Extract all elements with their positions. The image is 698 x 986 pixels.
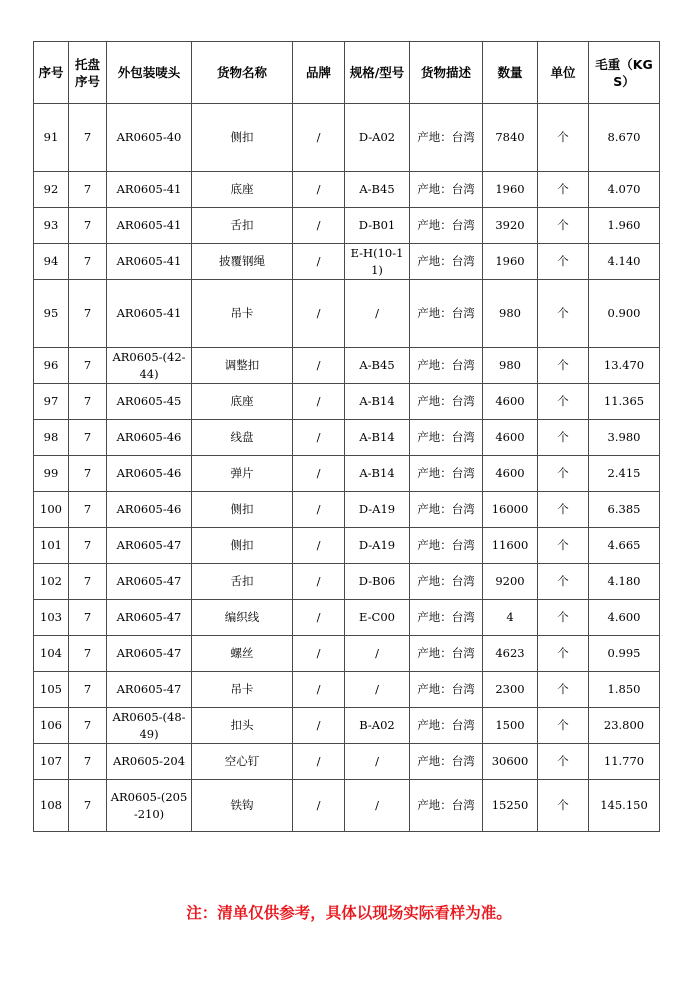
cell-unit: 个 [538,492,589,528]
cell-goods-name: 线盘 [192,420,293,456]
table-row [34,244,660,280]
cell-pallet-no: 7 [69,172,107,208]
table-row [34,172,660,208]
cell-goods-name: 空心钉 [192,744,293,780]
cell-index: 104 [34,636,69,672]
cell-goods-desc: 产地：台湾 [410,456,483,492]
cell-gross-weight: 145.150 [589,780,660,832]
cell-goods-desc: 产地：台湾 [410,564,483,600]
cell-brand: / [293,208,345,244]
cell-goods-name: 舌扣 [192,208,293,244]
cell-brand: / [293,600,345,636]
cell-quantity: 4600 [483,384,538,420]
cell-gross-weight: 8.670 [589,104,660,172]
cell-gross-weight: 4.140 [589,244,660,280]
cell-goods-desc: 产地：台湾 [410,744,483,780]
cell-quantity: 4 [483,600,538,636]
cell-index: 108 [34,780,69,832]
table-row [34,564,660,600]
cell-index: 94 [34,244,69,280]
cell-unit: 个 [538,600,589,636]
cell-brand: / [293,348,345,384]
cell-index: 91 [34,104,69,172]
cell-unit: 个 [538,280,589,348]
cell-index: 96 [34,348,69,384]
cell-goods-name: 侧扣 [192,492,293,528]
cell-index: 100 [34,492,69,528]
cell-gross-weight: 4.070 [589,172,660,208]
cell-goods-name: 吊卡 [192,672,293,708]
cell-spec-model: D-A02 [345,104,410,172]
cell-unit: 个 [538,456,589,492]
cell-shipping-mark: AR0605-46 [107,456,192,492]
cell-goods-name: 侧扣 [192,104,293,172]
cell-pallet-no: 7 [69,104,107,172]
cell-spec-model: / [345,744,410,780]
cell-spec-model: A-B14 [345,420,410,456]
cell-spec-model: / [345,636,410,672]
cell-index: 101 [34,528,69,564]
header-pallet-no: 托盘序号 [69,42,107,104]
cell-goods-name: 弹片 [192,456,293,492]
table-row [34,280,660,348]
cell-gross-weight: 11.365 [589,384,660,420]
cell-goods-desc: 产地：台湾 [410,636,483,672]
cell-pallet-no: 7 [69,492,107,528]
cell-spec-model: A-B45 [345,348,410,384]
cell-unit: 个 [538,420,589,456]
table-row [34,636,660,672]
cell-unit: 个 [538,384,589,420]
cell-gross-weight: 13.470 [589,348,660,384]
cell-brand: / [293,492,345,528]
cell-gross-weight: 0.995 [589,636,660,672]
cell-brand: / [293,384,345,420]
cell-goods-desc: 产地：台湾 [410,208,483,244]
cell-spec-model: D-A19 [345,492,410,528]
cell-spec-model: / [345,672,410,708]
cell-goods-desc: 产地：台湾 [410,420,483,456]
cell-goods-desc: 产地：台湾 [410,780,483,832]
cell-unit: 个 [538,564,589,600]
cell-index: 97 [34,384,69,420]
cell-brand: / [293,672,345,708]
cell-index: 99 [34,456,69,492]
cell-goods-name: 披覆钢绳 [192,244,293,280]
cell-index: 98 [34,420,69,456]
packing-list-table [33,41,660,832]
cell-brand: / [293,172,345,208]
cell-pallet-no: 7 [69,384,107,420]
cell-brand: / [293,564,345,600]
cell-shipping-mark: AR0605-41 [107,280,192,348]
cell-brand: / [293,708,345,744]
table-row [34,528,660,564]
header-brand: 品牌 [293,42,345,104]
cell-unit: 个 [538,244,589,280]
cell-goods-name: 底座 [192,172,293,208]
cell-unit: 个 [538,636,589,672]
cell-pallet-no: 7 [69,208,107,244]
cell-quantity: 1960 [483,172,538,208]
cell-spec-model: D-B01 [345,208,410,244]
cell-gross-weight: 4.180 [589,564,660,600]
cell-brand: / [293,528,345,564]
cell-brand: / [293,744,345,780]
cell-gross-weight: 11.770 [589,744,660,780]
disclaimer-note: 注：清单仅供参考，具体以现场实际看样为准。 [186,904,512,922]
cell-gross-weight: 4.665 [589,528,660,564]
cell-goods-name: 螺丝 [192,636,293,672]
table-row [34,420,660,456]
cell-shipping-mark: AR0605-40 [107,104,192,172]
cell-unit: 个 [538,172,589,208]
header-shipping-mark: 外包装唛头 [107,42,192,104]
cell-unit: 个 [538,744,589,780]
cell-unit: 个 [538,104,589,172]
cell-unit: 个 [538,780,589,832]
cell-brand: / [293,420,345,456]
cell-quantity: 9200 [483,564,538,600]
cell-goods-name: 吊卡 [192,280,293,348]
table-row [34,456,660,492]
cell-spec-model: D-B06 [345,564,410,600]
cell-shipping-mark: AR0605-47 [107,600,192,636]
cell-pallet-no: 7 [69,244,107,280]
cell-shipping-mark: AR0605-47 [107,672,192,708]
cell-spec-model: D-A19 [345,528,410,564]
cell-unit: 个 [538,672,589,708]
cell-goods-desc: 产地：台湾 [410,244,483,280]
table-row [34,492,660,528]
header-spec-model: 规格/型号 [345,42,410,104]
cell-pallet-no: 7 [69,600,107,636]
cell-goods-name: 编织线 [192,600,293,636]
table-row [34,104,660,172]
table-row [34,348,660,384]
cell-pallet-no: 7 [69,780,107,832]
cell-quantity: 16000 [483,492,538,528]
header-unit: 单位 [538,42,589,104]
cell-quantity: 2300 [483,672,538,708]
cell-gross-weight: 6.385 [589,492,660,528]
table-row [34,672,660,708]
cell-quantity: 30600 [483,744,538,780]
cell-quantity: 4600 [483,456,538,492]
cell-pallet-no: 7 [69,636,107,672]
cell-pallet-no: 7 [69,564,107,600]
table-row [34,708,660,744]
cell-pallet-no: 7 [69,348,107,384]
cell-gross-weight: 3.980 [589,420,660,456]
cell-spec-model: A-B14 [345,384,410,420]
cell-goods-name: 底座 [192,384,293,420]
cell-spec-model: A-B14 [345,456,410,492]
cell-index: 92 [34,172,69,208]
header-goods-name: 货物名称 [192,42,293,104]
cell-brand: / [293,780,345,832]
cell-goods-desc: 产地：台湾 [410,492,483,528]
cell-brand: / [293,456,345,492]
cell-goods-desc: 产地：台湾 [410,384,483,420]
header-gross-weight: 毛重（KGS） [589,42,660,104]
cell-brand: / [293,104,345,172]
cell-goods-desc: 产地：台湾 [410,600,483,636]
cell-index: 95 [34,280,69,348]
cell-spec-model: / [345,280,410,348]
cell-pallet-no: 7 [69,528,107,564]
cell-pallet-no: 7 [69,708,107,744]
cell-shipping-mark: AR0605-41 [107,244,192,280]
cell-gross-weight: 0.900 [589,280,660,348]
header-quantity: 数量 [483,42,538,104]
cell-spec-model: B-A02 [345,708,410,744]
cell-goods-desc: 产地：台湾 [410,672,483,708]
cell-unit: 个 [538,348,589,384]
cell-gross-weight: 2.415 [589,456,660,492]
cell-unit: 个 [538,208,589,244]
cell-brand: / [293,280,345,348]
cell-index: 103 [34,600,69,636]
cell-shipping-mark: AR0605-46 [107,420,192,456]
cell-spec-model: E-H(10-11) [345,244,410,280]
cell-quantity: 15250 [483,780,538,832]
cell-index: 106 [34,708,69,744]
cell-shipping-mark: AR0605-(48-49) [107,708,192,744]
cell-pallet-no: 7 [69,280,107,348]
cell-shipping-mark: AR0605-41 [107,208,192,244]
cell-goods-name: 扣头 [192,708,293,744]
cell-index: 107 [34,744,69,780]
cell-gross-weight: 1.960 [589,208,660,244]
cell-goods-desc: 产地：台湾 [410,280,483,348]
cell-shipping-mark: AR0605-41 [107,172,192,208]
cell-goods-name: 铁钩 [192,780,293,832]
header-goods-desc: 货物描述 [410,42,483,104]
table-row [34,384,660,420]
cell-quantity: 3920 [483,208,538,244]
cell-quantity: 7840 [483,104,538,172]
table-row [34,780,660,832]
cell-quantity: 1500 [483,708,538,744]
cell-brand: / [293,244,345,280]
cell-goods-name: 调整扣 [192,348,293,384]
cell-goods-desc: 产地：台湾 [410,528,483,564]
cell-gross-weight: 4.600 [589,600,660,636]
cell-goods-desc: 产地：台湾 [410,104,483,172]
cell-unit: 个 [538,708,589,744]
cell-quantity: 980 [483,348,538,384]
cell-quantity: 4623 [483,636,538,672]
cell-shipping-mark: AR0605-204 [107,744,192,780]
cell-quantity: 4600 [483,420,538,456]
cell-goods-name: 侧扣 [192,528,293,564]
cell-spec-model: / [345,780,410,832]
cell-unit: 个 [538,528,589,564]
cell-spec-model: A-B45 [345,172,410,208]
cell-pallet-no: 7 [69,672,107,708]
cell-shipping-mark: AR0605-47 [107,636,192,672]
cell-pallet-no: 7 [69,420,107,456]
cell-shipping-mark: AR0605-(205-210) [107,780,192,832]
cell-goods-desc: 产地：台湾 [410,708,483,744]
cell-index: 105 [34,672,69,708]
table-row [34,600,660,636]
table-row [34,208,660,244]
cell-pallet-no: 7 [69,744,107,780]
table-row [34,744,660,780]
cell-quantity: 1960 [483,244,538,280]
cell-shipping-mark: AR0605-45 [107,384,192,420]
cell-shipping-mark: AR0605-46 [107,492,192,528]
cell-goods-name: 舌扣 [192,564,293,600]
cell-shipping-mark: AR0605-47 [107,564,192,600]
cell-pallet-no: 7 [69,456,107,492]
header-row [34,42,660,104]
cell-goods-desc: 产地：台湾 [410,172,483,208]
cell-gross-weight: 23.800 [589,708,660,744]
header-index: 序号 [34,42,69,104]
cell-quantity: 11600 [483,528,538,564]
cell-index: 93 [34,208,69,244]
cell-shipping-mark: AR0605-(42-44) [107,348,192,384]
cell-index: 102 [34,564,69,600]
cell-gross-weight: 1.850 [589,672,660,708]
cell-shipping-mark: AR0605-47 [107,528,192,564]
cell-goods-desc: 产地：台湾 [410,348,483,384]
cell-quantity: 980 [483,280,538,348]
cell-spec-model: E-C00 [345,600,410,636]
cell-brand: / [293,636,345,672]
